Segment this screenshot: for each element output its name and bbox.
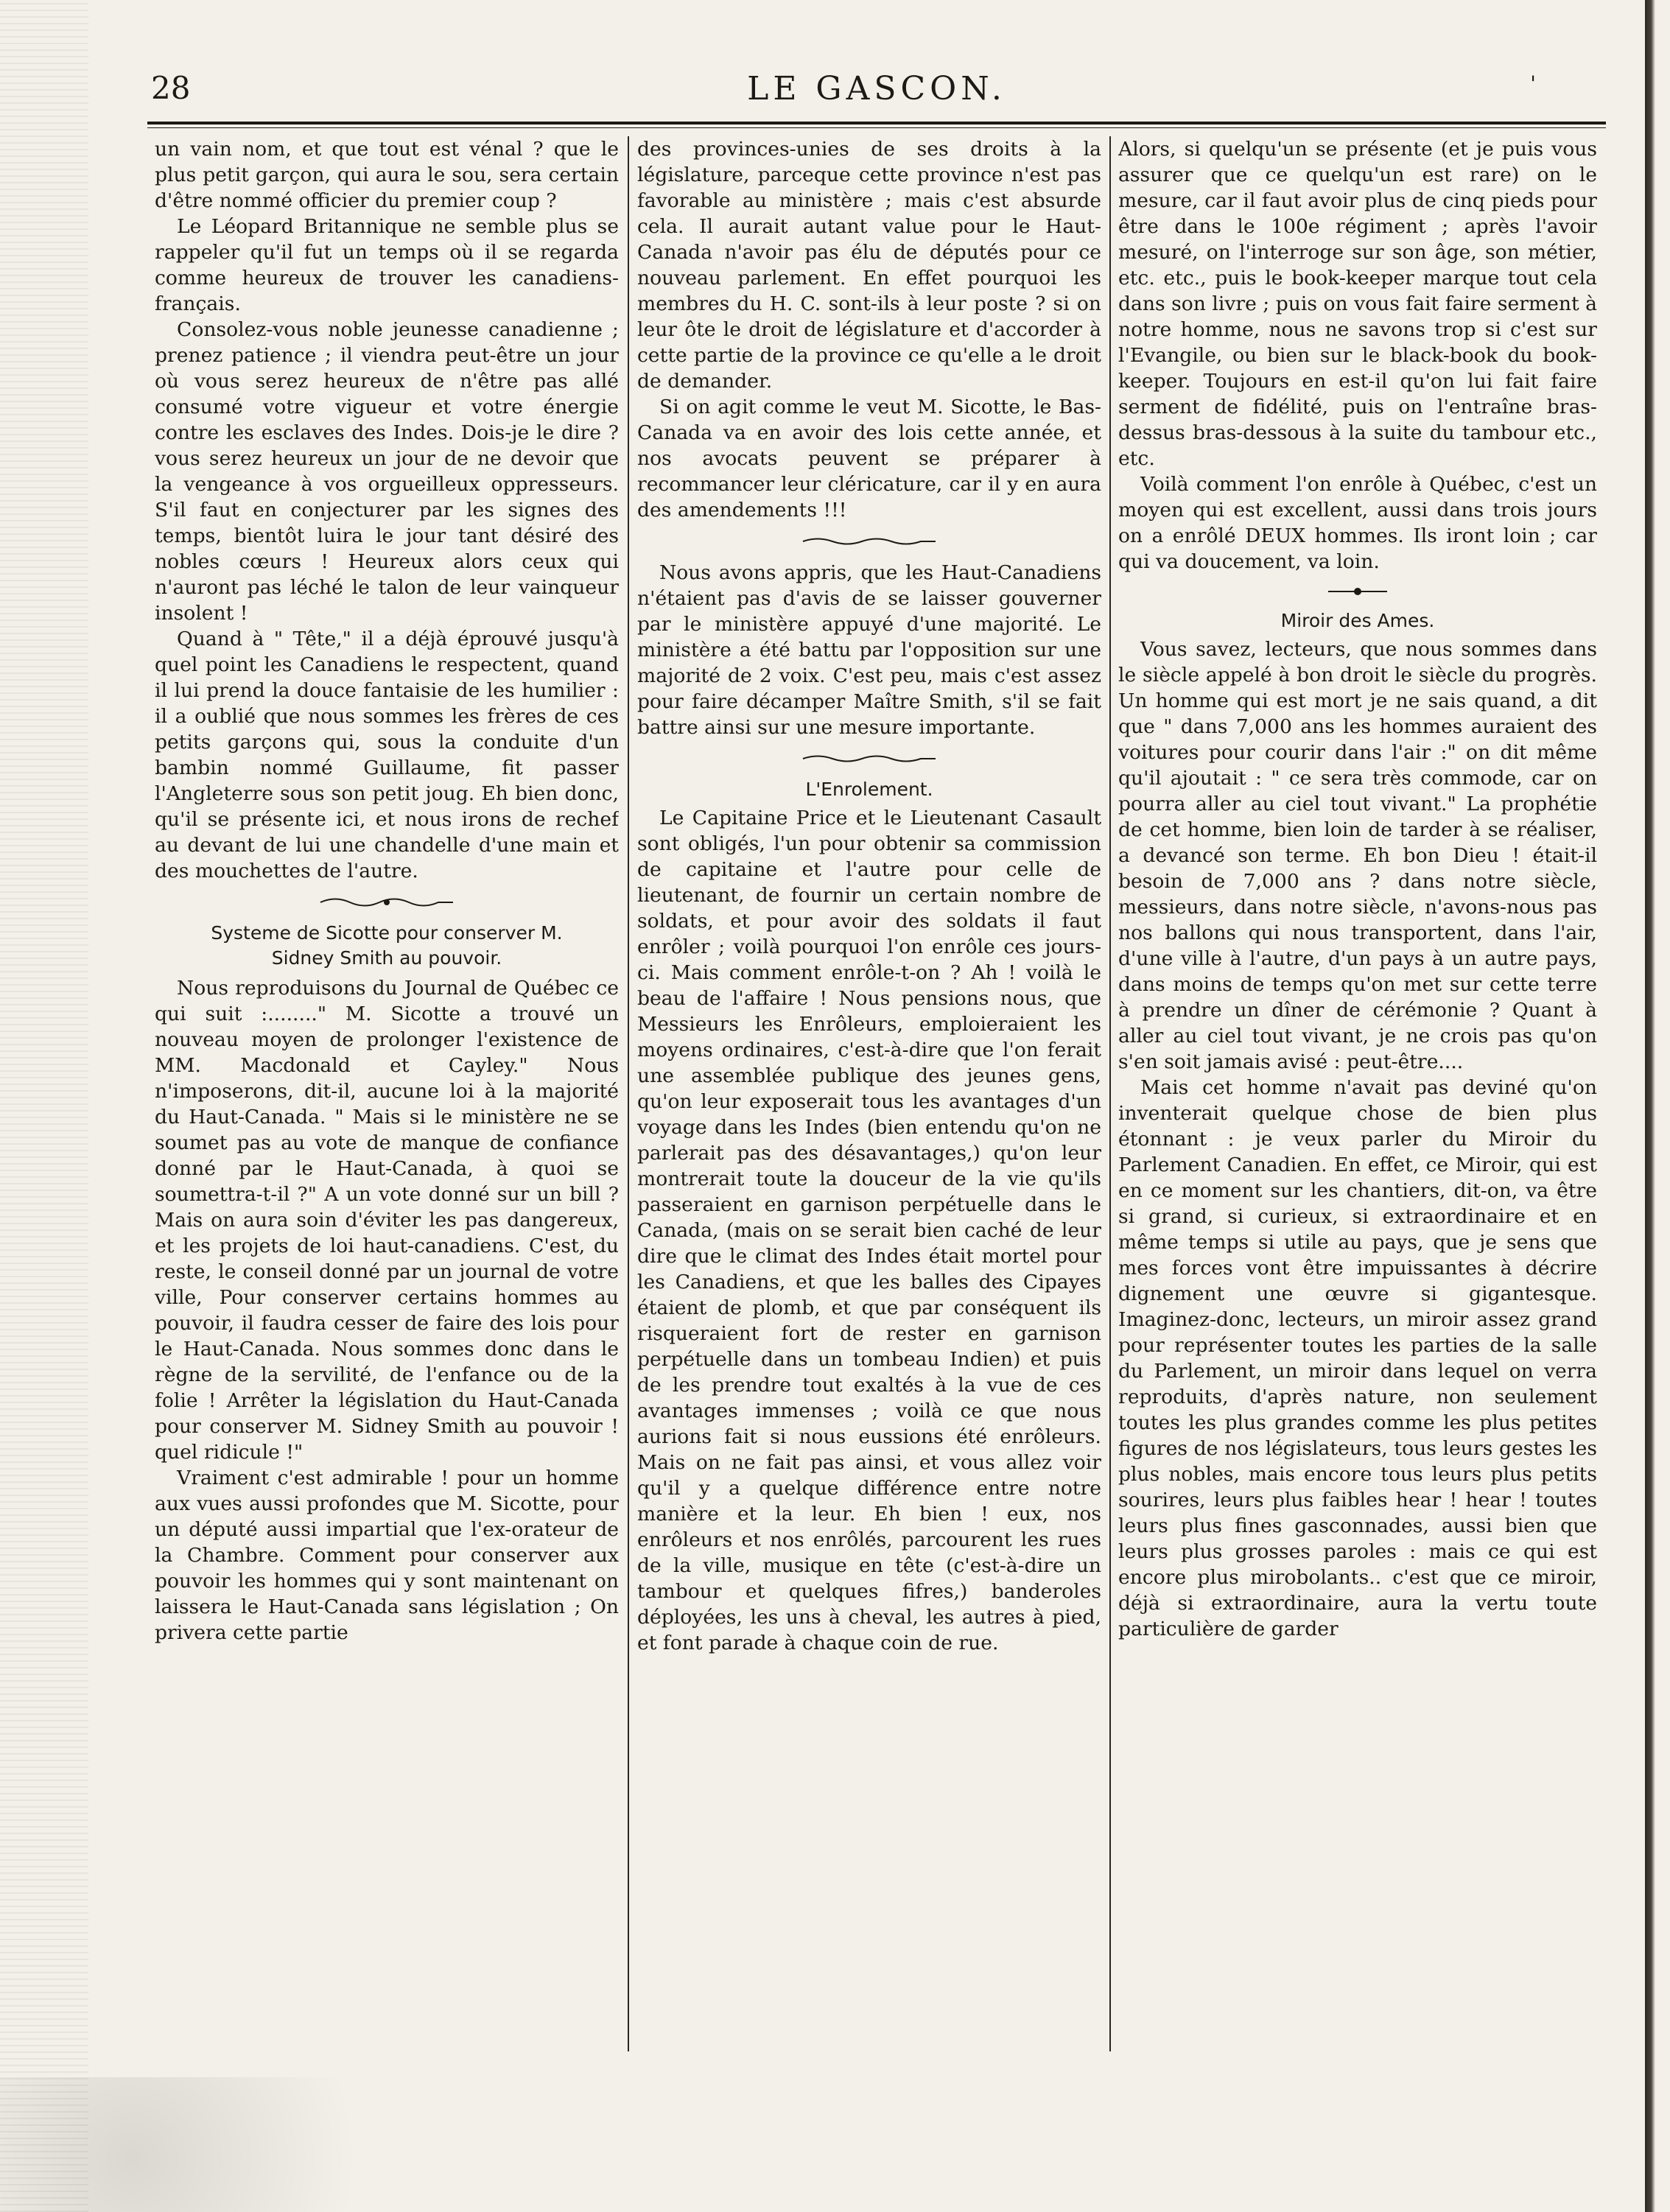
ornament-divider: [313, 894, 460, 910]
newspaper-title: LE GASCON.: [747, 70, 1006, 108]
paragraph: Si on agit comme le veut M. Sicotte, le Bas-Canada va en avoir des lois cette année, et nos avocats peuvent se préparer à recommancer leur cléricature, car il y en aura des amendements !!!: [637, 396, 1101, 522]
ornament-divider: [1325, 585, 1391, 598]
column-1: [155, 136, 619, 2066]
article-heading-miroir: Miroir des Ames.: [1280, 610, 1435, 631]
paragraph: Vraiment c'est admirable ! pour un homme aux vues aussi profondes que M. Sicotte, pour un député aussi impartial que l'ex-orateur de la Chambre. Comment pour conserver aux pouvoir les hommes qui y sont maintenant on laissera le Haut-Canada sans législation ; On privera cette partie: [155, 1467, 619, 1644]
scan-speckle-left: [0, 0, 88, 2212]
heading-line: Sidney Smith au pouvoir.: [271, 947, 502, 969]
header-rule-thin: [147, 127, 1606, 128]
page-number: 28: [151, 70, 191, 106]
column-rule-1: [628, 136, 629, 2051]
paragraph: Le Capitaine Price et le Lieutenant Casault sont obligés, l'un pour obtenir sa commission de capitaine et l'autre pour celle de lieutenant, de fournir un certain nombre de soldats, et pour avoir des soldats il faut enrôler ; voilà pourquoi l'on enrôle ces jours-ci. Mais comment enrôle-t-on ? Ah ! voilà le beau de l'affaire ! Nous pensions nous, que Messieurs les Enrôleurs, emploieraient les moyens ordinaires, c'est-à-dire que l'on ferait une assemblée publique des jeunes gens, qu'on leur exposerait tous les avantages d'un voyage dans les Indes (bien entendu qu'on ne parlerait pas des désavantages,) qu'on leur montrerait toute la douceur de la vie qu'ils passeraient en garnison perpétuelle dans le Canada, (mais on se serait bien caché de leur dire que le climat des Indes était mortel pour les Canadiens, et que les balles des Cipayes étaient de plomb, et que par conséquent ils risqueraient fort de rester en garnison perpétuelle dans un tombeau Indien) et puis de les prendre tout exaltés à la vue de ces avantages immenses ; voilà ce que nous aurions fait si nous eussions été enrôleurs. Mais on ne fait pas ainsi, et vous allez voir qu'il y a quelque différence entre notre manière et la leur. Eh bien ! eux, nos enrôleurs et nos enrôlés, parcourent les rues de la ville, musique en tête (c'est-à-dire un tambour et quelques fifres,) banderoles déployées, les uns à cheval, les autres à pied, et font parade à chaque coin de rue.: [637, 807, 1101, 1654]
article-heading-enrolement: L'Enrolement.: [805, 779, 933, 800]
column-3: [1118, 136, 1597, 2066]
page-binding-edge: [1645, 0, 1655, 2212]
paragraph: un vain nom, et que tout est vénal ? que le plus petit garçon, qui aura le sou, sera certain d'être nommé officier du premier coup ?: [155, 138, 619, 212]
heading-line: Systeme de Sicotte pour conserver M.: [211, 922, 563, 944]
scan-speckle-bottom: [0, 2077, 442, 2212]
margin-mark: ': [1530, 71, 1536, 96]
paragraph: Le Léopard Britannique ne semble plus se rappeler qu'il fut un temps où il se regarda comme heureux de trouver les canadiens-français.: [155, 215, 619, 315]
ornament-divider: [796, 751, 943, 767]
paragraph: Nous avons appris, que les Haut-Canadiens n'étaient pas d'avis de se laisser gouverner par le ministère appuyé d'une majorité. Le ministère a été battu par l'opposition sur une majorité de 2 voix. C'est peu, mais c'est assez pour faire décamper Maître Smith, s'il se fait battre ainsi sur une mesure importante.: [637, 561, 1101, 739]
paragraph: Voilà comment l'on enrôle à Québec, c'est un moyen qui est excellent, aussi dans trois jours on a enrôlé DEUX hommes. Ils iront loin ; car qui va doucement, va loin.: [1118, 473, 1597, 573]
column-rule-2: [1109, 136, 1111, 2051]
paragraph: Consolez-vous noble jeunesse canadienne ; prenez patience ; il viendra peut-être un jour où vous serez heureux de n'être pas allé consumé votre vigueur et votre énergie contre les esclaves des Indes. Dois-je le dire ? vous serez heureux un jour de ne devoir que la vengeance à vos orgueilleux oppresseurs. S'il faut en conjecturer par les signes des temps, bientôt luira le jour tant désiré des nobles cœurs ! Heureux alors ceux qui n'auront pas léché le talon de leur vainqueur insolent !: [155, 318, 619, 625]
paragraph: Vous savez, lecteurs, que nous sommes dans le siècle appelé à bon droit le siècle du progrès. Un homme qui est mort je ne sais quand, a dit que " dans 7,000 ans les hommes auraient des voitures pour courir dans l'air :" on dit même qu'il ajoutait : " ce sera très commode, car on pourra aller au ciel tout vivant." La prophétie de cet homme, bien loin de tarder à se réaliser, a devancé son terme. Eh bon Dieu ! était-il besoin de 7,000 ans ? dans notre siècle, messieurs, dans notre siècle, n'avons-nous pas nos ballons qui nous transportent, dans l'air, d'une ville à l'autre, d'un pays à un autre pays, dans moins de temps qu'on met sur cette terre à prendre un dîner de cérémonie ? Quant à aller au ciel tout vivant, je ne crois pas qu'on s'en soit jamais avisé : peut-être....: [1118, 638, 1597, 1073]
ornament-divider: [796, 533, 943, 550]
paragraph: Mais cet homme n'avait pas deviné qu'on inventerait quelque chose de bien plus étonnant : je veux parler du Miroir du Parlement Canadien. En effet, ce Miroir, qui est en ce moment sur les chantiers, dit-on, va être si grand, si curieux, si extraordinaire et en même temps si utile au pays, que je sens que mes forces vont être impuissantes à décrire dignement une œuvre si gigantesque. Imaginez-donc, lecteurs, un miroir assez grand pour représenter toutes les parties de la salle du Parlement, un miroir dans lequel on verra reproduits, d'après nature, non seulement toutes les plus grandes comme les plus petites figures de nos législateurs, tous leurs gestes les plus nobles, mais encore tous leurs plus petits sourires, leurs plus faibles hear ! hear ! toutes leurs plus fines gasconnades, aussi bien que leurs plus grosses paroles : mais ce qui est encore plus mirobolants.. c'est que ce miroir, déjà si extraordinaire, aura la vertu toute particulière de garder: [1118, 1076, 1597, 1640]
article-heading-sicotte: [155, 921, 619, 971]
masthead: [151, 70, 1602, 122]
paragraph: Alors, si quelqu'un se présente (et je puis vous assurer que ce quelqu'un est rare) on le mesure, car il faut avoir plus de cinq pieds pour être dans le 100e régiment ; après l'avoir mesuré, on l'interroge sur son âge, son métier, etc. etc., puis le book-keeper marque tout cela dans son livre ; puis on vous fait faire serment à notre homme, nous ne savons trop si c'est sur l'Evangile, ou bien sur le black-book du book-keeper. Toujours en est-il qu'on lui fait faire serment de fidélité, puis on l'entraîne bras-dessus bras-dessous à la suite du tambour etc., etc.: [1118, 138, 1597, 470]
column-2: [637, 136, 1101, 2066]
header-rule-thick: [147, 122, 1606, 124]
paragraph: des provinces-unies de ses droits à la législature, parceque cette province n'est pas favorable au ministère ; mais c'est absurde cela. Il aurait autant value pour le Haut-Canada n'avoir pas élu de députés pour ce nouveau parlement. En effet pourquoi les membres du H. C. sont-ils à leur poste ? si on leur ôte le droit de législature et d'accorder à cette partie de la province ce qu'elle a le droit de demander.: [637, 138, 1101, 393]
paragraph: Nous reproduisons du Journal de Québec ce qui suit :........" M. Sicotte a trouvé un nouveau moyen de prolonger l'existence de MM. Macdonald et Cayley." Nous n'imposerons, dit-il, aucune loi à la majorité du Haut-Canada. " Mais si le ministère ne se soumet pas au vote de manque de confiance donné par le Haut-Canada, à quoi se soumettra-t-il ?" A un vote donné sur un bill ? Mais on aura soin d'éviter les pas dangereux, et les projets de loi haut-canadiens. C'est, du reste, le conseil donné par un journal de votre ville, Pour conserver certains hommes au pouvoir, il faudra cesser de faire des lois pour le Haut-Canada. Nous sommes donc dans le règne de la servilité, de l'enfance ou de la folie ! Arrêter la législation du Haut-Canada pour conserver M. Sidney Smith au pouvoir ! quel ridicule !": [155, 977, 619, 1464]
paragraph: Quand à " Tête," il a déjà éprouvé jusqu'à quel point les Canadiens le respectent, quand il lui prend la douce fantaisie de les humilier : il a oublié que nous sommes les frères de ces petits garçons qui, sous la conduite d'un bambin nommé Guillaume, fit passer l'Angleterre sous son petit joug. Eh bien donc, qu'il se présente ici, et nous irons de rechef au devant de lui une chandelle d'une main et des mouchettes de l'autre.: [155, 628, 619, 882]
